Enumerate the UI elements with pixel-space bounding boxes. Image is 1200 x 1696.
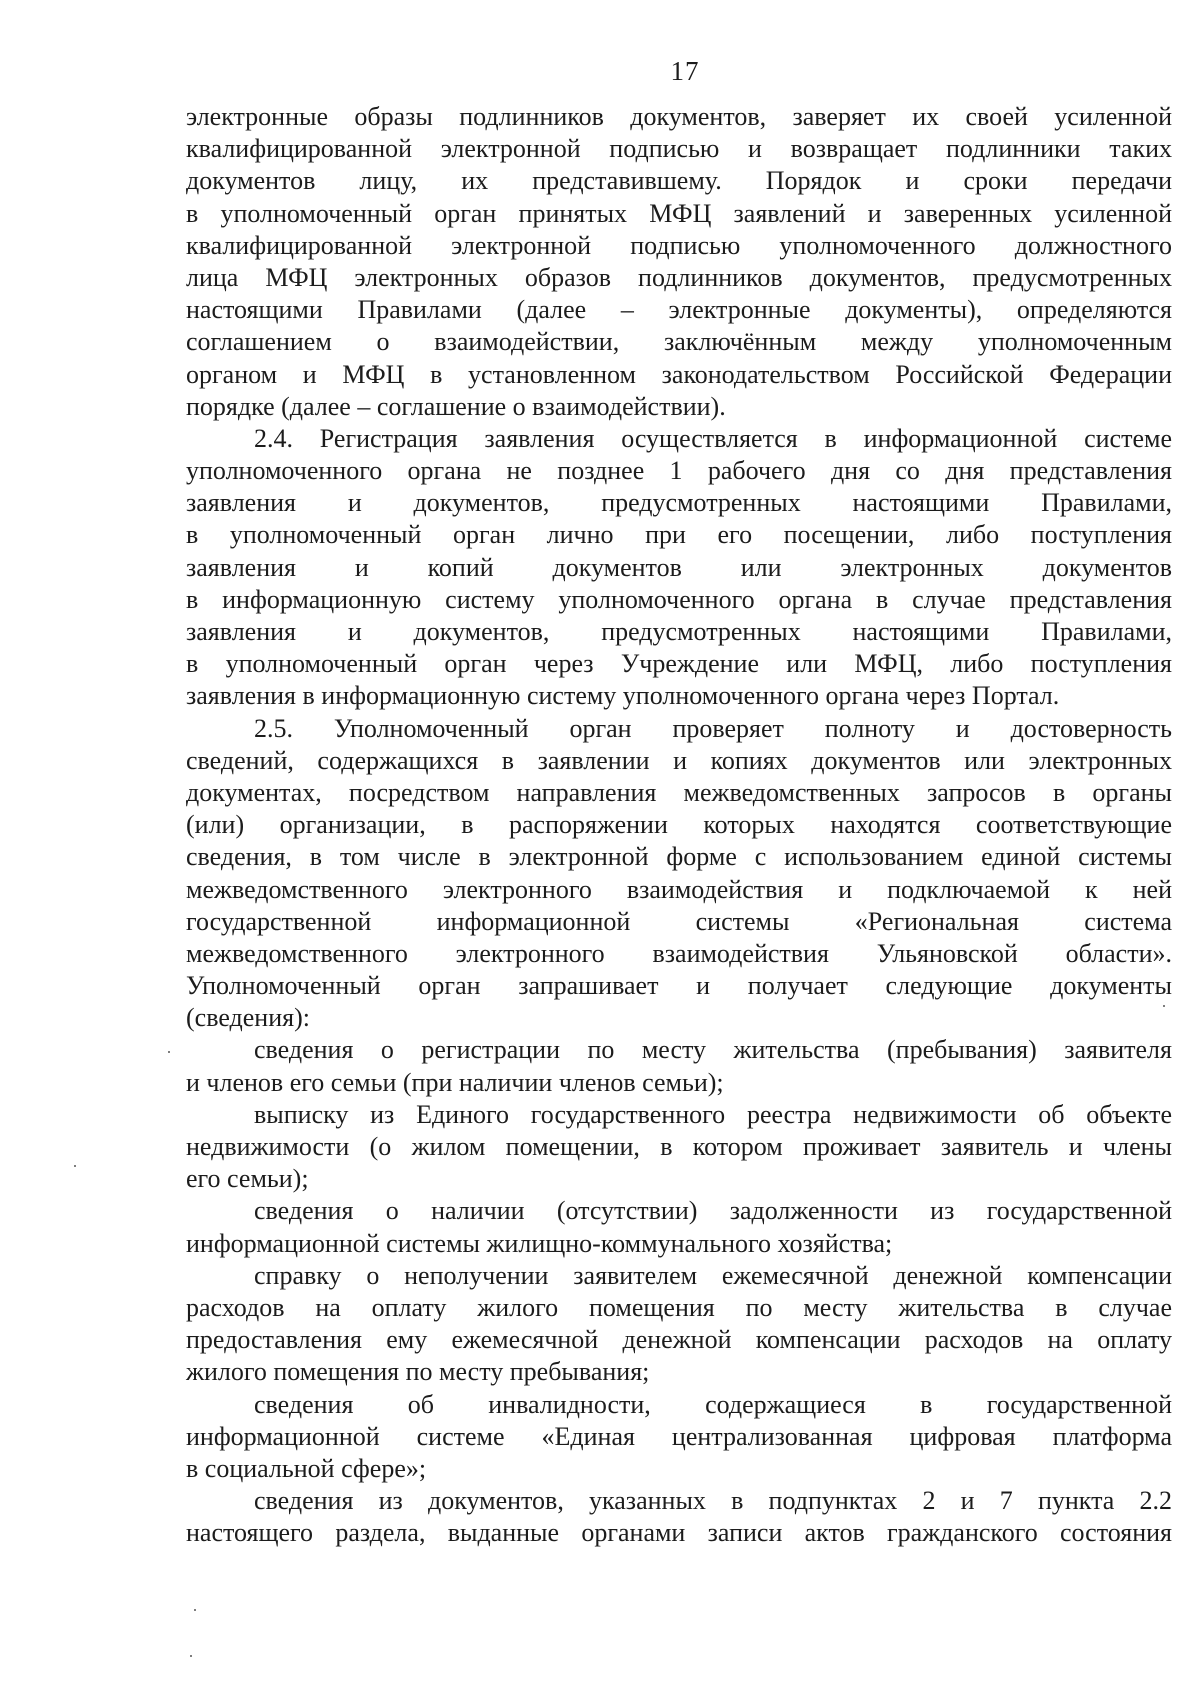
text-line: Уполномоченный орган запрашивает и получает следующие документы — [186, 971, 1172, 1001]
text-line: межведомственного электронного взаимодействия Ульяновской области». — [186, 938, 1172, 968]
text-line: в социальной сфере»; — [186, 1453, 427, 1483]
scan-speck — [194, 1609, 196, 1611]
text-line: сведения из документов, указанных в подпунктах 2 и 7 пункта 2.2 — [254, 1486, 1172, 1516]
text-line: сведения об инвалидности, содержащиеся в государственной — [254, 1389, 1172, 1419]
text-line: порядке (далее – соглашение о взаимодействии). — [186, 391, 726, 421]
text-line: выписку из Единого государственного реестра недвижимости об объекте — [254, 1099, 1172, 1129]
text-line: настоящего раздела, выданные органами записи актов гражданского состояния — [186, 1518, 1172, 1548]
text-line: в уполномоченный орган принятых МФЦ заявлений и заверенных усиленной — [186, 198, 1172, 228]
text-line: настоящими Правилами (далее – электронные документы), определяются — [186, 295, 1172, 325]
page-number: 17 — [670, 56, 700, 86]
text-line: (сведения): — [186, 1003, 310, 1033]
text-line: 2.5. Уполномоченный орган проверяет полноту и достоверность — [254, 713, 1172, 743]
text-line: заявления в информационную систему уполномоченного органа через Портал. — [186, 681, 1060, 711]
text-line: информационной системы жилищно-коммунального хозяйства; — [186, 1228, 893, 1258]
text-line: недвижимости (о жилом помещении, в котором проживает заявитель и члены — [186, 1132, 1172, 1161]
text-line: и членов его семьи (при наличии членов семьи); — [186, 1067, 724, 1097]
text-line: информационной системе «Единая централизованная цифровая платформа — [186, 1421, 1172, 1451]
text-line: документов лицу, их представившему. Порядок и сроки передачи — [186, 166, 1172, 196]
text-line: предоставления ему ежемесячной денежной компенсации расходов на оплату — [186, 1325, 1172, 1355]
text-line: справку о неполучении заявителем ежемесячной денежной компенсации — [254, 1260, 1172, 1290]
text-line: его семьи); — [186, 1164, 309, 1194]
text-line: в информационную систему уполномоченного органа в случае представления — [186, 584, 1172, 614]
text-line: расходов на оплату жилого помещения по месту жительства в случае — [186, 1292, 1172, 1322]
text-line: соглашением о взаимодействии, заключённым между уполномоченным — [186, 327, 1172, 357]
text-line: (или) организации, в распоряжении которых находятся соответствующие — [186, 810, 1172, 840]
text-line: заявления и документов, предусмотренных настоящими Правилами, — [186, 617, 1172, 646]
scan-speck — [74, 1165, 76, 1167]
text-line: квалифицированной электронной подписью и возвращает подлинники таких — [186, 134, 1172, 164]
text-line: квалифицированной электронной подписью уполномоченного должностного — [186, 230, 1172, 260]
text-line: сведения о регистрации по месту жительства (пребывания) заявителя — [254, 1035, 1172, 1065]
text-line: уполномоченного органа не позднее 1 рабочего дня со дня представления — [186, 456, 1172, 486]
text-line: в уполномоченный орган через Учреждение или МФЦ, либо поступления — [186, 649, 1172, 679]
text-line: жилого помещения по месту пребывания; — [186, 1357, 650, 1387]
document-body — [186, 101, 1172, 1549]
scan-speck — [1163, 1005, 1165, 1007]
text-line: 2.4. Регистрация заявления осуществляется в информационной системе — [254, 423, 1172, 453]
text-line: сведения, в том числе в электронной форме с использованием единой системы — [186, 842, 1172, 872]
text-line: электронные образы подлинников документов, заверяет их своей усиленной — [186, 102, 1172, 131]
text-line: сведений, содержащихся в заявлении и копиях документов или электронных — [186, 745, 1172, 775]
text-line: органом и МФЦ в установленном законодательством Российской Федерации — [186, 359, 1172, 389]
text-line: заявления и документов, предусмотренных настоящими Правилами, — [186, 488, 1172, 518]
text-line: межведомственного электронного взаимодействия и подключаемой к ней — [186, 874, 1172, 904]
scan-speck — [190, 1655, 192, 1657]
text-line: сведения о наличии (отсутствии) задолженности из государственной — [254, 1196, 1172, 1226]
text-line: в уполномоченный орган лично при его посещении, либо поступления — [186, 520, 1172, 550]
text-line: лица МФЦ электронных образов подлинников документов, предусмотренных — [186, 262, 1172, 292]
text-line: государственной информационной системы «Региональная система — [186, 906, 1172, 936]
text-line: документах, посредством направления межведомственных запросов в органы — [186, 777, 1172, 807]
text-line: заявления и копий документов или электронных документов — [186, 552, 1172, 582]
scan-speck — [168, 1051, 170, 1053]
